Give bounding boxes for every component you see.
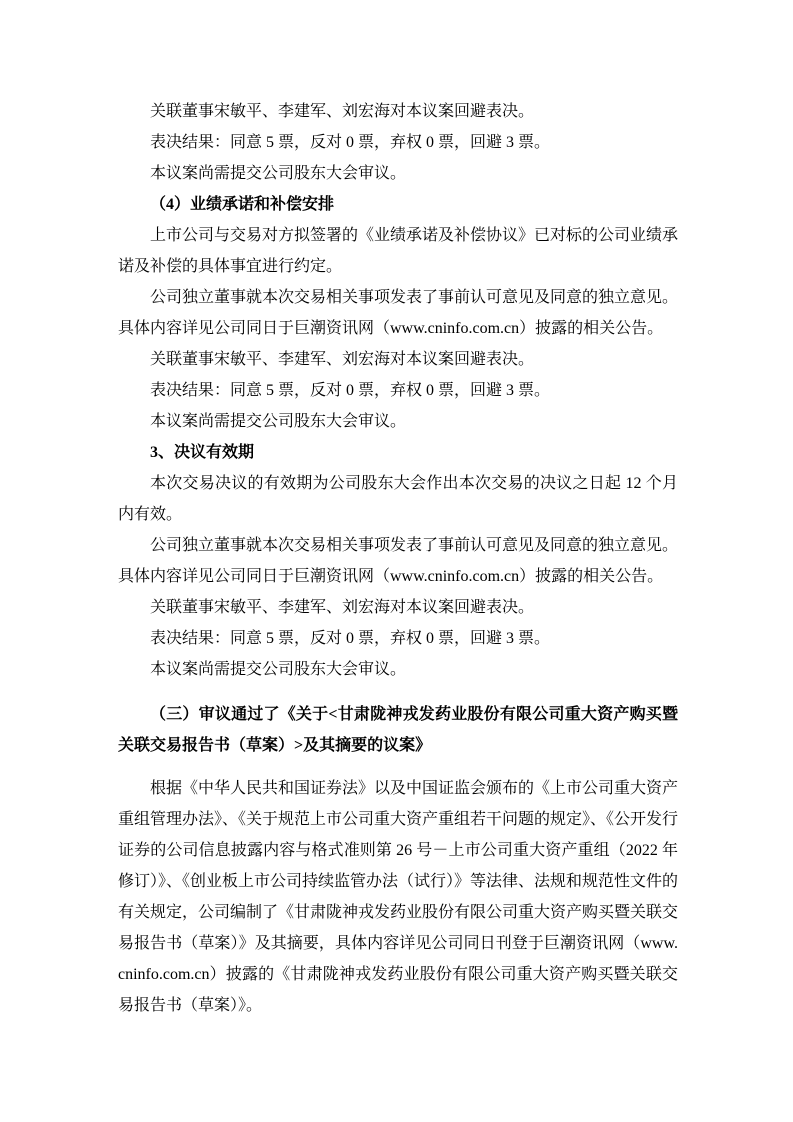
paragraph-validity-period: 本次交易决议的有效期为公司股东大会作出本次交易的决议之日起 12 个月内有效。 bbox=[118, 475, 678, 523]
paragraph-independent-opinion-2: 公司独立董事就本次交易相关事项发表了事前认可意见及同意的独立意见。具体内容详见公司同日于巨潮资讯网（www.cninfo.com.cn）披露的相关公告。 bbox=[118, 537, 679, 585]
heading-resolution-validity: 3、决议有效期 bbox=[150, 444, 255, 461]
paragraph-vote-result-1: 表决结果：同意 5 票，反对 0 票，弃权 0 票，回避 3 票。 bbox=[150, 134, 551, 151]
paragraph-shareholder-review-3: 本议案尚需提交公司股东大会审议。 bbox=[150, 661, 407, 678]
paragraph-performance-agreement: 上市公司与交易对方拟签署的《业绩承诺及补偿协议》已对标的公司业绩承诺及补偿的具体事宜进行约定。 bbox=[118, 227, 679, 275]
paragraph-shareholder-review-2: 本议案尚需提交公司股东大会审议。 bbox=[150, 413, 407, 430]
paragraph-independent-opinion-1: 公司独立董事就本次交易相关事项发表了事前认可意见及同意的独立意见。具体内容详见公司同日于巨潮资讯网（www.cninfo.com.cn）披露的相关公告。 bbox=[118, 289, 679, 337]
heading-performance-commitment: （4）业绩承诺和补偿安排 bbox=[150, 196, 335, 213]
paragraph-vote-result-3: 表决结果：同意 5 票，反对 0 票，弃权 0 票，回避 3 票。 bbox=[150, 630, 551, 647]
paragraph-director-recusal-3: 关联董事宋敏平、李建军、刘宏海对本议案回避表决。 bbox=[150, 599, 535, 616]
paragraph-vote-result-2: 表决结果：同意 5 票，反对 0 票，弃权 0 票，回避 3 票。 bbox=[150, 382, 551, 399]
paragraph-director-recusal-2: 关联董事宋敏平、李建军、刘宏海对本议案回避表决。 bbox=[150, 351, 535, 368]
paragraph-shareholder-review-1: 本议案尚需提交公司股东大会审议。 bbox=[150, 165, 407, 182]
heading-proposal-three: （三）审议通过了《关于<甘肃陇神戎发药业股份有限公司重大资产购买暨关联交易报告书（草案）>及其摘要的议案》 bbox=[118, 706, 678, 754]
paragraph-director-recusal-1: 关联董事宋敏平、李建军、刘宏海对本议案回避表决。 bbox=[150, 103, 535, 120]
paragraph-report-preparation: 根据《中华人民共和国证券法》以及中国证监会颁布的《上市公司重大资产重组管理办法》、《关于规范上市公司重大资产重组若干问题的规定》、《公开发行证券的公司信息披露内容与格式准则第 26 号－上市公司重大资产重组（2022 年修订）》、《创业板上市公司持续监管办法（试行）》等法律、法规和规范性文件的有关规定，公司编制了《甘肃陇神戎发药业股份有限公司重大资产购买暨关联交易报告书（草案）》及其摘要，具体内容详见公司同日刊登于巨潮资讯网（www.cninfo.com.cn）披露的《甘肃陇神戎发药业股份有限公司重大资产购买暨关联交易报告书（草案）》。 bbox=[118, 780, 679, 1014]
